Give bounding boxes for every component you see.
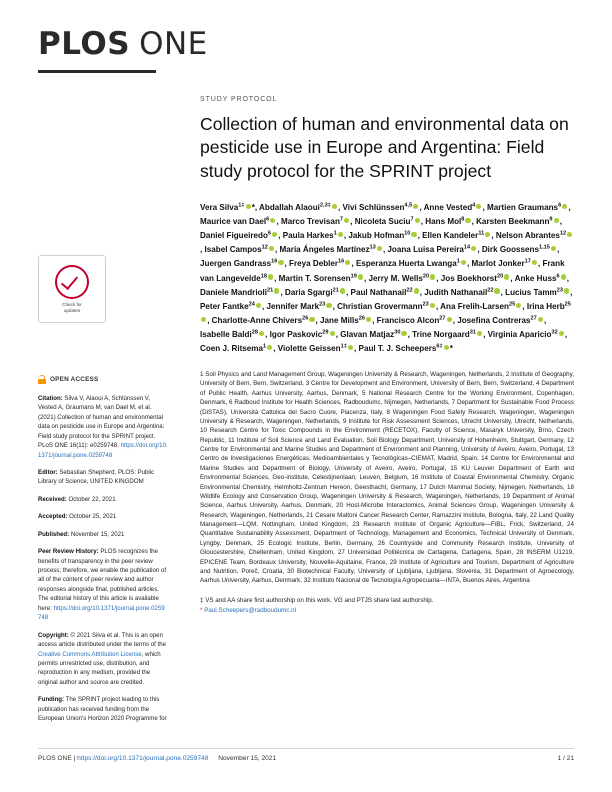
citation-doi-link[interactable]: https://doi.org/10.1371/journal.pone.0259748 bbox=[38, 442, 168, 459]
funding-label: Funding: bbox=[38, 696, 65, 704]
citation-block bbox=[38, 394, 168, 460]
author-notes bbox=[200, 596, 574, 616]
published-label: Published: bbox=[38, 530, 70, 538]
crossmark-badge[interactable] bbox=[38, 255, 106, 323]
article-type-kicker: STUDY PROTOCOL bbox=[200, 96, 278, 103]
peer-review-block bbox=[38, 547, 168, 623]
asterisk-icon: * bbox=[200, 606, 203, 614]
page-title: Collection of human and environmental data on pesticide use in Europe and Argentina: Field study protocol for the SPRINT project bbox=[200, 114, 569, 181]
license-link[interactable]: Creative Commons Attribution License bbox=[38, 650, 142, 658]
funding-block bbox=[38, 695, 168, 723]
masthead bbox=[38, 26, 208, 62]
received-label: Received: bbox=[38, 495, 67, 503]
copyright-label: Copyright: bbox=[38, 631, 69, 639]
footer-date: November 15, 2021 bbox=[218, 755, 277, 762]
editor-label: Editor: bbox=[38, 468, 58, 476]
corresponding-email-link[interactable]: Paul.Scheepers@radboudumc.nl bbox=[204, 606, 297, 614]
open-access-label: OPEN ACCESS bbox=[50, 376, 99, 383]
citation-label: Citation: bbox=[38, 394, 63, 402]
citation-text: Silva V, Alaoui A, Schlünssen V, Vested A, Graumans M, van Dael M, et al. (2021) Collection of human and environmental data on pesticide use in Europe and Argentina: Field study protocol for the SPRINT project. PLoS ONE 16(11): e0259748. bbox=[38, 394, 165, 450]
copyright-block bbox=[38, 631, 168, 688]
crossmark-line2: updates bbox=[63, 307, 81, 313]
open-lock-icon bbox=[38, 375, 46, 384]
page-footer bbox=[38, 755, 574, 762]
article-main bbox=[200, 96, 574, 616]
published-date: November 15, 2021 bbox=[69, 530, 125, 538]
received-date: October 22, 2021 bbox=[66, 495, 116, 503]
peer-review-link[interactable]: https://doi.org/10.1371/journal.pone.0259748 bbox=[38, 604, 165, 622]
author-list: Vera Silva$^{1\ddagger}$ *, Abdallah Alaoui$^{2,3\ddagger}$ , Vivi Schlünssen$^{4,5}$ , Anne Vested$^4$ , Martien Graumans$^6$ , Maurice van Dael$^6$ , Marco Trevisan$^7$ , Nicoleta Suciu$^7$ , Hans Mol$^8$ , Karsten Beekmann$^9$ , Daniel Figueiredo$^6$ , Paula Harkes$^1$ , Jakub Hofman$^{10}$ , Ellen Kandeler$^{11}$ , Nelson Abrantes$^{12}$, Isabel Campos$^{12}$ , María Ángeles Martínez$^{13}$ , Joana Luisa Pereira$^{14}$ , Dirk Goossens$^{1,15}$ , Juergen Gandrass$^{16}$ , Freya Debler$^{16}$ , Esperanza Huerta Lwanga$^1$ , Marlot Jonker$^{17}$ , Frank van Langevelde$^{18}$ , Martin T. Sorensen$^{19}$ , Jerry M. Wells$^{20}$ , Jos Boekhorst$^{20}$ , Anke Huss$^6$ , Daniele Mandrioli$^{21}$ , Daria Sgargi$^{21}$ , Paul Nathanail$^{22}$ , Judith Nathanail$^{22}$ , Lucius Tamm$^{23}$ , Peter Fantke$^{24}$ , Jennifer Mark$^{23}$ , Christian Grovermann$^{23}$ , Ana Frelih-Larsen$^{25}$ , Irina Herb$^{25}$, Charlotte-Anne Chivers$^{26}$ , Jane Mills$^{26}$ , Francisco Alcon$^{27}$ , Josefina Contreras$^{27}$ , Isabelle Baldi$^{28}$ , Igor Paskovic$^{29}$ , Glavan Matjaz$^{30}$ , Trine Norgaard$^{31}$ , Virginia Aparicio$^{32}$ , Coen J. Ritsema$^1$ , Violette Geissen$^{1\ddagger}$ , Paul T. J. Scheepers$^{6\ddagger}$ * bbox=[200, 202, 573, 353]
funding-text: The SPRINT project leading to this publication has received funding from the European Union's Horizon 2020 Programme for bbox=[38, 696, 167, 723]
footer-journal: PLOS ONE bbox=[38, 755, 72, 762]
footer-page-number: 1 / 21 bbox=[557, 755, 574, 762]
footer-separator: | bbox=[73, 755, 76, 762]
corresponding-author-note bbox=[200, 606, 574, 616]
footer-doi-link[interactable]: https://doi.org/10.1371/journal.pone.0259748 bbox=[77, 755, 209, 762]
footer-left bbox=[38, 755, 276, 762]
affiliation-list: 1 Soil Physics and Land Management Group, Wageningen University & Research, Wageningen, Netherlands, 2 Institute of Geography, University of Bern, Bern, Switzerland, 3 Centre for Development and Environment, University of Bern, Bern, Switzerland, 4 Department of Public Health, Aarhus University, Aarhus, Denmark, 5 National Research Centre for the Working Environment, Copenhagen, Denmark, 6 Radboud Institute for Health Sciences, Radboudumc, Nijmegen, Netherlands, 7 Department for Sustainable Food Process (DiSTAS), Università Cattolica del Sacro Cuore, Piacenza, Italy, 8 Wageningen Food Safety Research, Wageningen, Wageningen University & Research, Wageningen, Netherlands, 9 Institute for Risk Assessment Sciences, Utrecht University, Utrecht, Netherlands, 10 Research Centre for Toxic Compounds in the Environment (RECETOX), Faculty of Science, Masaryk University, Brno, Czech Republic, 11 Institute of Soil Science and Land Evaluation, Soil Biology Department, University of Hohenheim, Stuttgart, Germany, 12 Centre for Environmental and Marine Studies and Department of Environment and Planning, University of Aveiro, Aveiro, Portugal, 13 Centro de Investigaciones Energéticas, Medioambientales y Tecnológicas–CIEMAT, Madrid, Spain, 14 Centre for Environmental and Marine Studies and Department of Biology, University of Aveiro, Aveiro, Portugal, 15 KU Leuven Department of Earth and Environmental Sciences, Geo-institute, Celestijnenlaan, Leuven, Belgium, 16 Institute of Coastal Environmental Chemistry, Organic Environmental Chemistry, Helmholtz-Zentrum Hereon, Geesthacht, Germany, 17 Dutch Mammal Society, Nijmegen, Netherlands, 18 Wildlife Ecology and Conservation Group, Wageningen University & Research, Wageningen, Netherlands, 19 Department of Animal Science, Aarhus University, Aarhus, Denmark, 20 Host-Microbe Interactomics, Animal Sciences Group, Wageningen University & Research, Wageningen, Netherlands, 21 Cesare Maltoni Cancer Research Center, Ramazzini Institute, Bologna, Italy, 22 Land Quality Management—LQM, Nottingham, United Kingdom, 23 Research Institute of Organic Agriculture—FiBL, Frick, Switzerland, 24 Quantitative Sustainability Assessment, Department of Technology, Management and Economics, Technical University of Denmark, Lyngby, Denmark, 25 Ecologic Institute, Berlin, Germany, 26 Countryside and Community Research Institute, University of Gloucestershire, Cheltenham, United Kingdom, 27 Universidad Politécnica de Cartagena, Cartagena, Spain, 28 INSERM U1219, EPICENE Team, Bordeaux University, Nouvelle-Aquitaine, France, 29 Institute of Agriculture and Tourism, Department of Agriculture and Nutrition, Poreč, Croatia, 30 Biotechnical Faculty, University of Ljubljana, Ljubljana, Slovenia, 31 Department of Agroecology, Aarhus University, Aarhus, Denmark, 32 Instituto Nacional de Tecnología Agropecuaria—INTA, Buenos Aires, Argentina bbox=[200, 371, 574, 585]
peer-review-text: PLOS recognizes the benefits of transparency in the peer review process; therefore, we enable the publication of all of the content of peer review and author responses alongside final, published articles. The editorial history of this article is available here: bbox=[38, 548, 167, 612]
accepted-block bbox=[38, 512, 168, 521]
journal-name: ONE bbox=[139, 26, 208, 62]
peer-review-label: Peer Review History: bbox=[38, 548, 99, 556]
check-icon bbox=[55, 265, 89, 299]
copyright-text-2: , which permits unrestricted use, distribution, and reproduction in any medium, provided the original author and source are credited. bbox=[38, 650, 161, 686]
copyright-text-1: © 2021 Silva et al. This is an open access article distributed under the terms of the bbox=[38, 631, 167, 649]
accepted-label: Accepted: bbox=[38, 513, 68, 521]
editor-text: Sebastian Shepherd, PLOS: Public Library of Science, UNITED KINGDOM bbox=[38, 468, 155, 486]
equal-contribution-note: ‡ VS and AA share first authorship on this work. VG and PTJS share last authorship. bbox=[200, 596, 434, 604]
article-metadata-sidebar bbox=[38, 375, 168, 732]
published-block bbox=[38, 530, 168, 539]
footer-rule bbox=[38, 748, 574, 749]
editor-block bbox=[38, 468, 168, 487]
masthead-rule bbox=[38, 70, 156, 73]
received-block bbox=[38, 495, 168, 504]
crossmark-line1: Check for bbox=[62, 301, 82, 307]
open-access-row bbox=[38, 375, 168, 385]
accepted-date: October 25, 2021 bbox=[67, 513, 117, 521]
plos-logo: PLOS bbox=[38, 26, 131, 62]
